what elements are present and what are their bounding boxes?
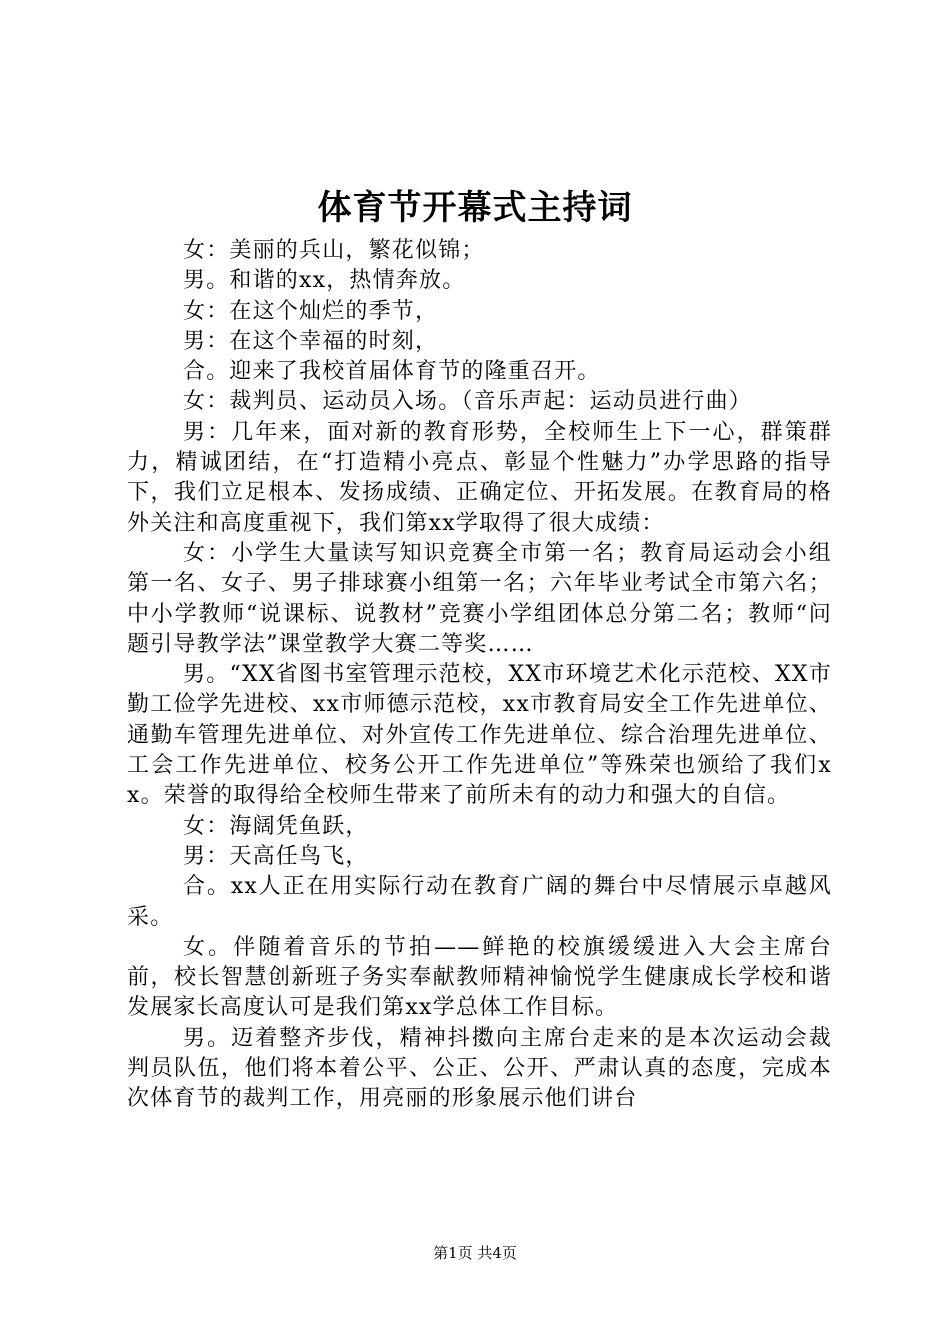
paragraph: 合。xx人正在用实际行动在教育广阔的舞台中尽情展示卓越风采。 bbox=[127, 874, 832, 930]
paragraph: 男。和谐的xx，热情奔放。 bbox=[183, 268, 466, 294]
paragraph: 女：小学生大量读写知识竞赛全市第一名；教育局运动会小组第一名、女子、男子排球赛小组第一名；六年毕业考试全市第六名；中小学教师“说课标、说教材”竞赛小学组团体总分第二名；教师“问题引导教学法”课堂教学大赛二等奖…… bbox=[127, 540, 832, 657]
paragraph: 女：美丽的兵山，繁花似锦； bbox=[183, 238, 485, 263]
page-number-footer: 第1页 共4页 bbox=[433, 1244, 517, 1262]
paragraph: 男：几年来，面对新的教育形势，全校师生上下一心，群策群力，精诚团结，在“打造精小亮点、彰显个性魅力”办学思路的指导下，我们立足根本、发扬成绩、正确定位、开拓发展。在教育局的格外关注和高度重视下，我们第xx学取得了很大成绩： bbox=[127, 419, 832, 536]
paragraph: 女：在这个灿烂的季节， bbox=[183, 298, 439, 324]
document-body bbox=[127, 236, 832, 1115]
paragraph: 男：天高任鸟飞， bbox=[183, 843, 369, 869]
paragraph: 男。迈着整齐步伐，精神抖擞向主席台走来的是本次运动会裁判员队伍，他们将本着公平、公正、公开、严肃认真的态度，完成本次体育节的裁判工作，用亮丽的形象展示他们讲台 bbox=[127, 1025, 832, 1112]
paragraph: 女：海阔凭鱼跃， bbox=[183, 813, 369, 839]
paragraph: 女。伴随着音乐的节拍——鲜艳的校旗缓缓进入大会主席台前，校长智慧创新班子务实奉献教师精神愉悦学生健康成长学校和谐发展家长高度认可是我们第xx学总体工作目标。 bbox=[127, 934, 832, 1021]
paragraph: 男。“XX省图书室管理示范校，XX市环境艺术化示范校、XX市勤工俭学先进校、xx市师德示范校，xx市教育局安全工作先进单位、通勤车管理先进单位、对外宣传工作先进单位、综合治理先进单位、工会工作先进单位、校务公开工作先进单位”等殊荣也颁给了我们xx。荣誉的取得给全校师生带来了前所未有的动力和强大的自信。 bbox=[127, 662, 832, 809]
paragraph: 男：在这个幸福的时刻， bbox=[183, 328, 439, 354]
document-title: 体育节开幕式主持词 bbox=[317, 188, 633, 228]
paragraph: 合。迎来了我校首届体育节的隆重召开。 bbox=[183, 359, 601, 385]
paragraph: 女：裁判员、运动员入场。（音乐声起：运动员进行曲） bbox=[183, 389, 753, 415]
